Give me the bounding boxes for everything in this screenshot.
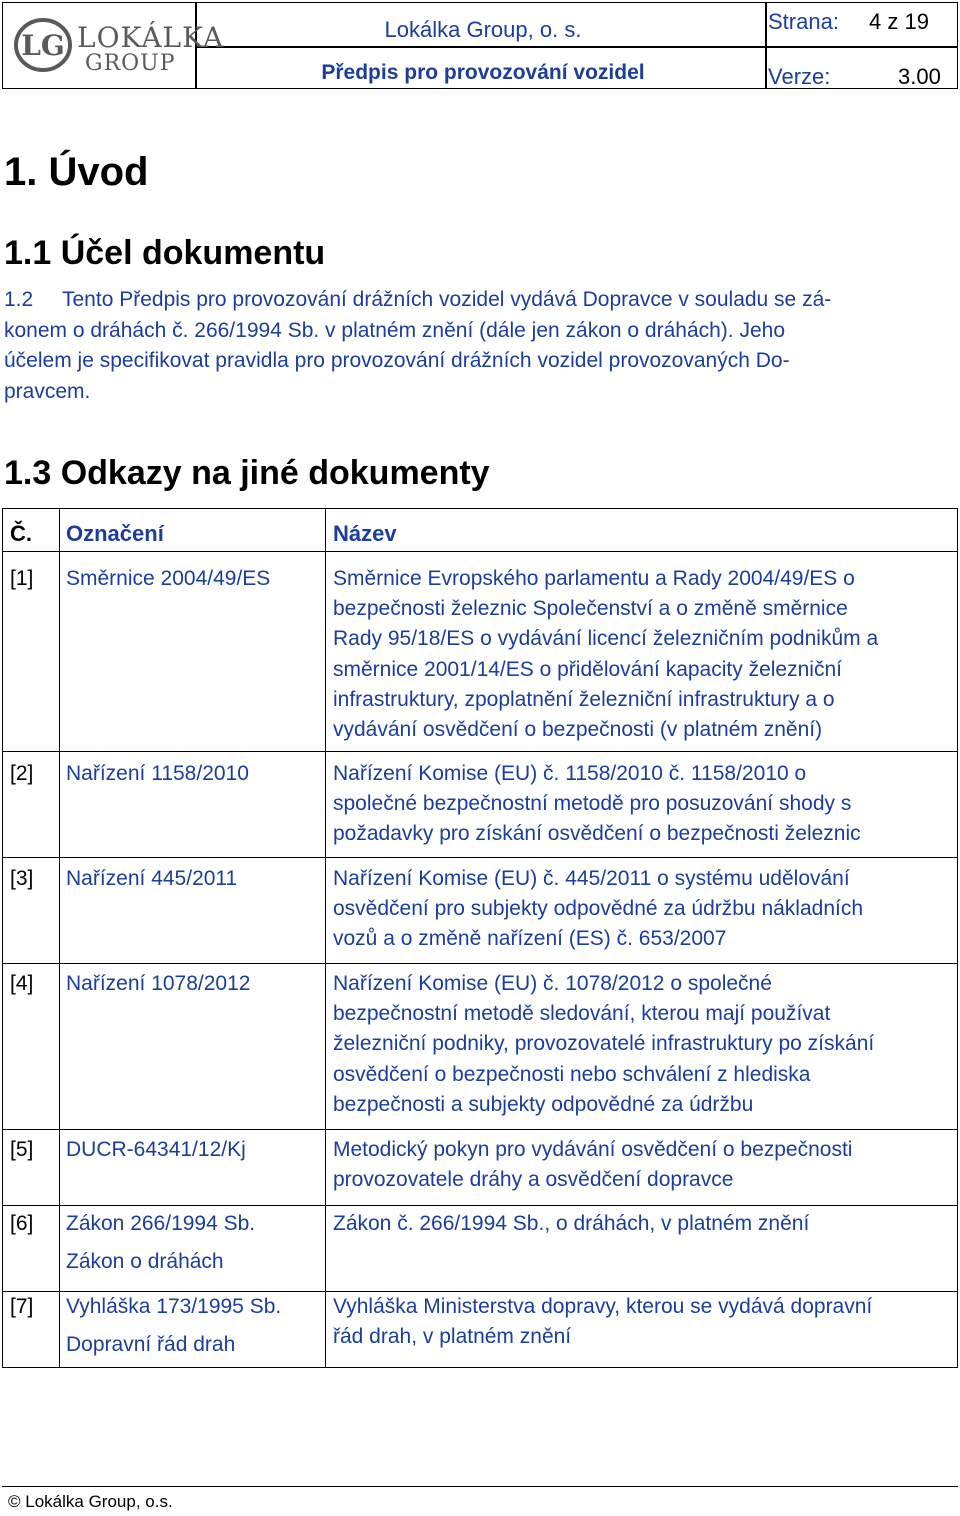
table-cell-num: [3]	[10, 867, 34, 890]
table-cell-designation: Nařízení 445/2011	[66, 867, 238, 890]
table-cell-designation: Nařízení 1158/2010	[66, 762, 249, 785]
table-row-divider	[3, 751, 957, 752]
table-header-num: Č.	[10, 521, 32, 546]
table-cell-num: [7]	[10, 1295, 34, 1318]
paragraph-line: pravcem.	[4, 379, 91, 403]
footer-divider	[2, 1486, 958, 1487]
logo-mark-icon	[13, 15, 73, 75]
table-col-divider	[325, 509, 326, 1367]
header-company: Lokálka Group, o. s.	[384, 17, 582, 42]
table-cell-num: [2]	[10, 762, 34, 785]
table-cell-designation: Vyhláška 173/1995 Sb. Dopravní řád drah	[66, 1295, 282, 1356]
table-cell-name: Metodický pokyn pro vydávání osvědčení o bezpečnosti provozovatele dráhy a osvědčení dopravce	[333, 1138, 853, 1192]
table-cell-name: Nařízení Komise (EU) č. 445/2011 o systému udělování osvědčení pro subjekty odpovědné za údržbu nákladních vozů a o změně nařízení (ES) č. 653/2007	[333, 867, 864, 951]
table-cell-designation: Nařízení 1078/2012	[66, 972, 251, 995]
paragraph-line: Tento Předpis pro provozování drážních vozidel vydává Dopravce v souladu se zá-	[62, 288, 832, 311]
table-cell-designation: Zákon 266/1994 Sb. Zákon o dráhách	[66, 1212, 256, 1273]
version-value: 3.00	[898, 64, 941, 89]
page-label: Strana:	[768, 9, 839, 34]
logo-word-top: LOKÁLKA	[77, 21, 225, 54]
version-label: Verze:	[768, 64, 831, 89]
table-header-divider	[3, 551, 957, 552]
section-heading-uvod: 1. Úvod	[4, 150, 149, 194]
table-cell-name: Nařízení Komise (EU) č. 1158/2010 č. 1158/2010 o společné bezpečnostní metodě pro posuzování shody s požadavky pro získání osvědčení o bezpečnosti železnic	[333, 762, 861, 846]
paragraph-number: 1.2	[4, 288, 34, 311]
section-heading-odkazy: 1.3 Odkazy na jiné dokumenty	[4, 454, 490, 492]
table-cell-name: Nařízení Komise (EU) č. 1078/2012 o společné bezpečnostní metodě sledování, kterou mají používat železniční podniky, provozovatelé infrastruktury po získání osvědčení o bezpečnosti nebo schválení z hlediska bezpečnosti a subjekty odpovědné za údržbu	[333, 972, 875, 1116]
page-value: 4 z 19	[869, 9, 929, 34]
section-heading-ucel: 1.1 Účel dokumentu	[4, 234, 326, 272]
paragraph-line: konem o dráhách č. 266/1994 Sb. v platném znění (dále jen zákon o dráhách). Jeho	[4, 318, 785, 342]
table-cell-num: [5]	[10, 1138, 34, 1161]
table-col-divider	[59, 509, 60, 1367]
footer-copyright: © Lokálka Group, o.s.	[8, 1492, 173, 1511]
table-row-divider	[3, 963, 957, 964]
table-row-divider	[3, 857, 957, 858]
paragraph-1-2	[4, 285, 952, 407]
table-header-name: Název	[333, 521, 397, 546]
table-cell-designation: DUCR-64341/12/Kj	[66, 1138, 246, 1161]
table-cell-designation: Směrnice 2004/49/ES	[66, 567, 271, 590]
header-divider	[195, 46, 957, 48]
table-row-divider	[3, 1129, 957, 1130]
table-cell-num: [4]	[10, 972, 34, 995]
table-cell-name: Směrnice Evropského parlamentu a Rady 2004/49/ES o bezpečnosti železnic Společenství a o změně směrnice Rady 95/18/ES o vydávání licencí železničním podnikům a směrnice 2001/14/ES o přidělování kapacity železniční infrastruktury, zpoplatnění železniční infrastruktury a o vydávání osvědčení o bezpečnosti (v platném znění)	[333, 567, 879, 742]
paragraph-line: účelem je specifikovat pravidla pro provozování drážních vozidel provozovaných Do-	[4, 349, 790, 372]
table-cell-name: Vyhláška Ministerstva dopravy, kterou se vydává dopravní řád drah, v platném znění	[333, 1295, 873, 1349]
references-table	[2, 508, 958, 1368]
logo-word-bottom: GROUP	[85, 51, 176, 76]
company-logo	[11, 9, 225, 83]
table-cell-num: [6]	[10, 1212, 34, 1235]
header-doc-title: Předpis pro provozování vozidel	[321, 61, 645, 84]
page-header	[2, 2, 958, 89]
table-cell-num: [1]	[10, 567, 34, 590]
svg-text:LG: LG	[21, 29, 65, 62]
table-header-designation: Označení	[66, 521, 164, 546]
table-cell-name: Zákon č. 266/1994 Sb., o dráhách, v platném znění	[333, 1212, 810, 1235]
